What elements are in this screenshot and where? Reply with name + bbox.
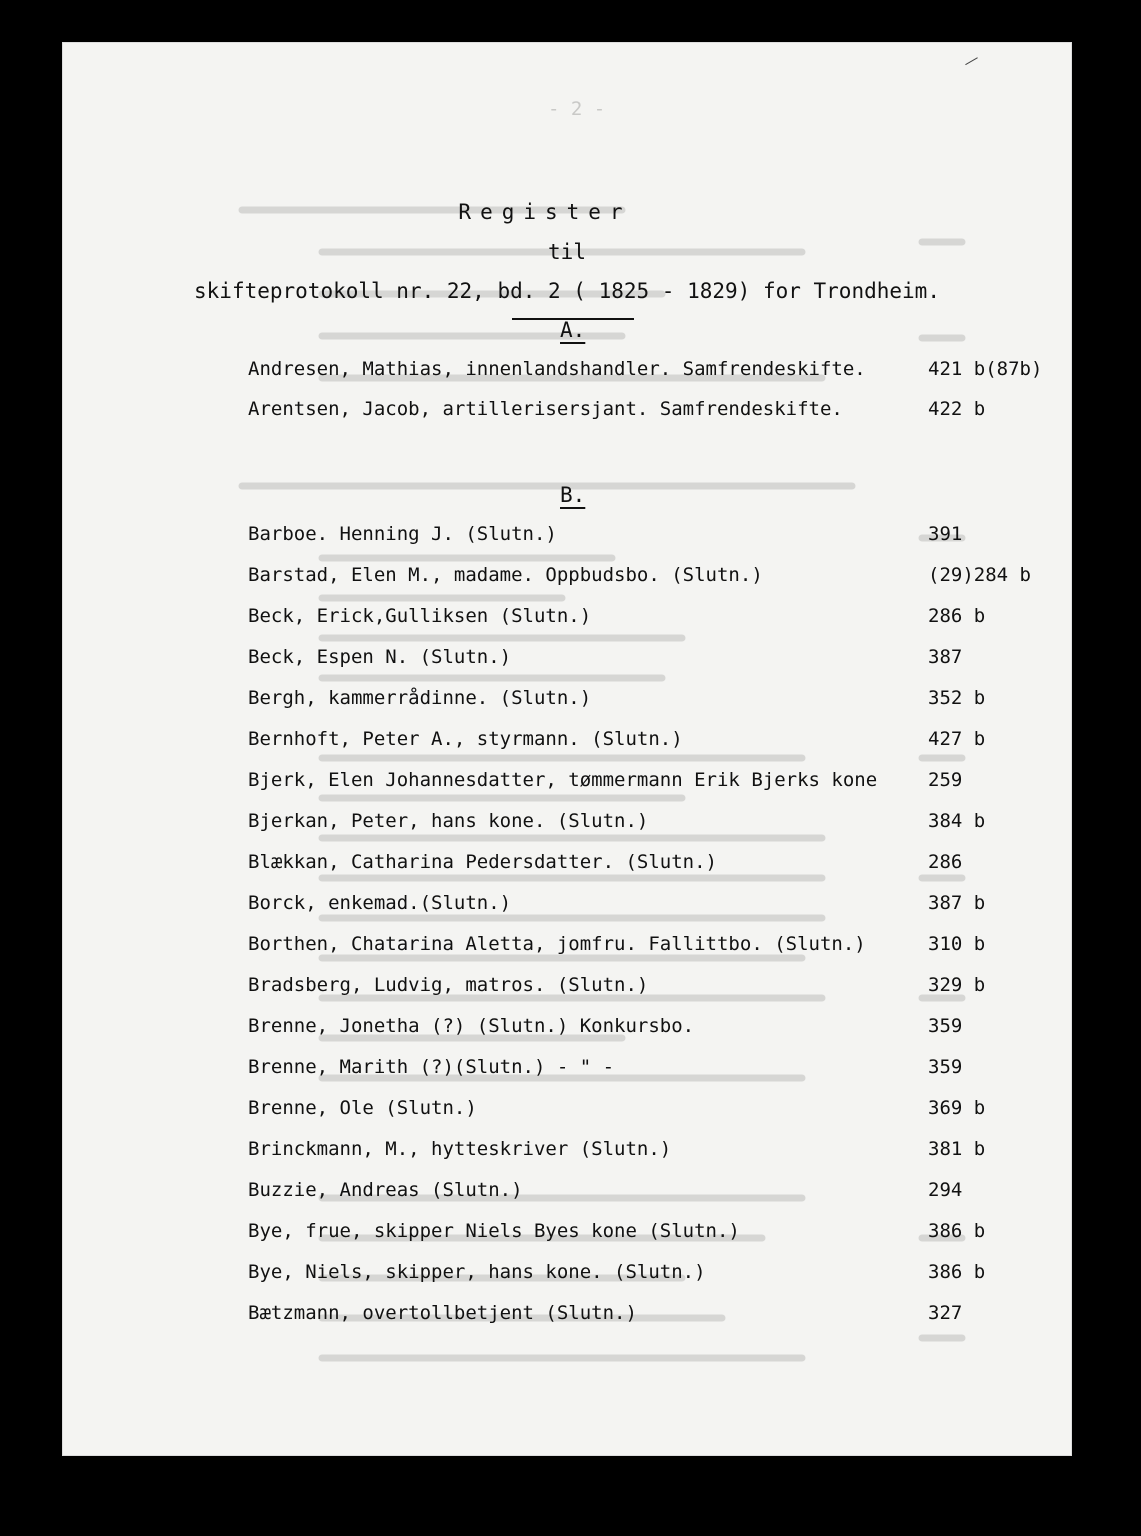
register-entry <box>248 523 1068 551</box>
entry-name: Barstad, Elen M., madame. Oppbudsbo. (Slutn.) <box>248 564 763 586</box>
register-entry <box>248 933 1068 961</box>
register-entry <box>248 892 1068 920</box>
entry-page-ref: 422 b <box>928 398 986 420</box>
entry-page-ref: 294 <box>928 1179 963 1201</box>
entry-name: Arentsen, Jacob, artillerisersjant. Samfrendeskifte. <box>248 398 843 420</box>
register-entry <box>248 1261 1068 1289</box>
register-entry <box>248 646 1068 674</box>
entry-name: Blækkan, Catharina Pedersdatter. (Slutn.) <box>248 851 717 873</box>
register-entry <box>248 728 1068 756</box>
register-entry <box>248 687 1068 715</box>
register-protocol-line: skifteprotokoll nr. 22, bd. 2 ( 1825 - 1829) for Trondheim. <box>194 279 940 303</box>
entry-page-ref: 387 b <box>928 892 986 914</box>
entry-name: Bjerk, Elen Johannesdatter, tømmermann Erik Bjerks kone <box>248 769 878 791</box>
entry-page-ref: 384 b <box>928 810 986 832</box>
entry-name: Buzzie, Andreas (Slutn.) <box>248 1179 523 1201</box>
register-entry <box>248 1220 1068 1248</box>
register-entry <box>248 1138 1068 1166</box>
entry-page-ref: 259 <box>928 769 963 791</box>
entry-name: Bye, frue, skipper Niels Byes kone (Slutn.) <box>248 1220 740 1242</box>
entry-page-ref: 310 b <box>928 933 986 955</box>
register-entry <box>248 1302 1068 1330</box>
entry-name: Borthen, Chatarina Aletta, jomfru. Fallittbo. (Slutn.) <box>248 933 866 955</box>
entry-page-ref: 286 b <box>928 605 986 627</box>
entry-name: Bye, Niels, skipper, hans kone. (Slutn.) <box>248 1261 706 1283</box>
entry-page-ref: 352 b <box>928 687 986 709</box>
register-entry <box>248 1097 1068 1125</box>
entry-name: Brenne, Ole (Slutn.) <box>248 1097 477 1119</box>
entry-page-ref: 386 b <box>928 1261 986 1283</box>
entry-name: Bætzmann, overtollbetjent (Slutn.) <box>248 1302 637 1324</box>
entry-name: Beck, Espen N. (Slutn.) <box>248 646 512 668</box>
entry-page-ref: 359 <box>928 1015 963 1037</box>
entry-name: Brenne, Marith (?)(Slutn.) - " - <box>248 1056 615 1078</box>
entry-name: Barboe. Henning J. (Slutn.) <box>248 523 557 545</box>
entry-page-ref: 359 <box>928 1056 963 1078</box>
register-title: Register <box>458 200 632 224</box>
entry-name: Brinckmann, M., hytteskriver (Slutn.) <box>248 1138 672 1160</box>
register-entry <box>248 1056 1068 1084</box>
register-entry <box>248 1015 1068 1043</box>
entry-page-ref: 327 <box>928 1302 963 1324</box>
register-entry <box>248 605 1068 633</box>
entry-name: Bernhoft, Peter A., styrmann. (Slutn.) <box>248 728 683 750</box>
register-entry <box>248 398 1068 426</box>
entry-page-ref: 386 b <box>928 1220 986 1242</box>
register-subtitle: til <box>548 240 586 264</box>
entry-name: Bradsberg, Ludvig, matros. (Slutn.) <box>248 974 649 996</box>
section-heading: A. <box>560 318 586 342</box>
entry-name: Bjerkan, Peter, hans kone. (Slutn.) <box>248 810 649 832</box>
entry-page-ref: 286 <box>928 851 963 873</box>
entry-page-ref: 391 <box>928 523 963 545</box>
entry-name: Beck, Erick,Gulliksen (Slutn.) <box>248 605 592 627</box>
section-heading: B. <box>560 483 586 507</box>
register-entry <box>248 810 1068 838</box>
register-entry <box>248 851 1068 879</box>
register-entry <box>248 974 1068 1002</box>
page-mark: - 2 - <box>548 98 606 120</box>
entry-name: Andresen, Mathias, innenlandshandler. Samfrendeskifte. <box>248 358 866 380</box>
register-entry <box>248 564 1068 592</box>
entry-page-ref: 329 b <box>928 974 986 996</box>
entry-page-ref: 381 b <box>928 1138 986 1160</box>
entry-page-ref: 421 b(87b) <box>928 358 1043 380</box>
register-entry <box>248 769 1068 797</box>
entry-page-ref: 427 b <box>928 728 986 750</box>
entry-page-ref: 387 <box>928 646 963 668</box>
entry-name: Borck, enkemad.(Slutn.) <box>248 892 512 914</box>
entry-name: Brenne, Jonetha (?) (Slutn.) Konkursbo. <box>248 1015 695 1037</box>
entry-page-ref: 369 b <box>928 1097 986 1119</box>
document-page <box>62 42 1072 1456</box>
register-entry <box>248 358 1068 386</box>
register-entry <box>248 1179 1068 1207</box>
entry-name: Bergh, kammerrådinne. (Slutn.) <box>248 687 592 709</box>
entry-page-ref: (29)284 b <box>928 564 1031 586</box>
